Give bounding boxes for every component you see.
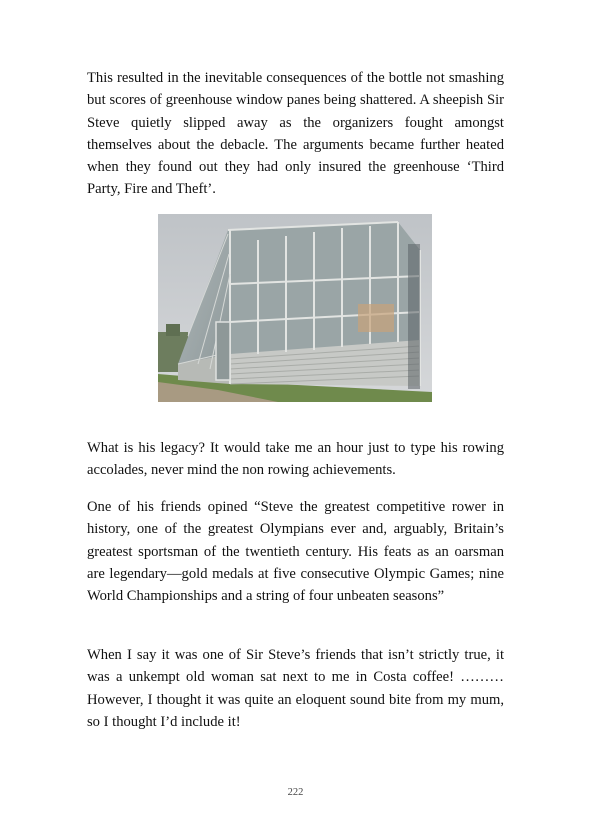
paragraph-greenhouse-debacle: This resulted in the inevitable consequences of the bottle not smashing but scores of greenhouse window panes being shattered. A sheepish Sir Steve quietly slipped away as the organizers fought amongst themselves about the debacle. The arguments became further heated when they found out they had only insured the greenhouse ‘Third Party, Fire and Theft’. [87, 70, 504, 198]
paragraph-friend-quote: One of his friends opined “Steve the greatest competitive rower in history, one of the greatest Olympians ever and, arguably, Britain’s greatest sportsman of the twentieth century. His feats as an oarsman are legendary—gold medals at five consecutive Olympic Games; nine World Championships and a string of four unbeaten seasons” [87, 499, 504, 605]
paragraph-costa-anecdote: When I say it was one of Sir Steve’s friends that isn’t strictly true, it was a unkempt old woman sat next to me in Costa coffee! ……… However, I thought it was quite an eloquent sound bite from my mum, so I thought I’d include it! [87, 647, 504, 730]
paragraph-legacy: What is his legacy? It would take me an hour just to type his rowing accolades, never mind the non rowing achievements. [87, 440, 504, 479]
page-number: 222 [287, 787, 304, 798]
greenhouse-photo [158, 214, 432, 402]
